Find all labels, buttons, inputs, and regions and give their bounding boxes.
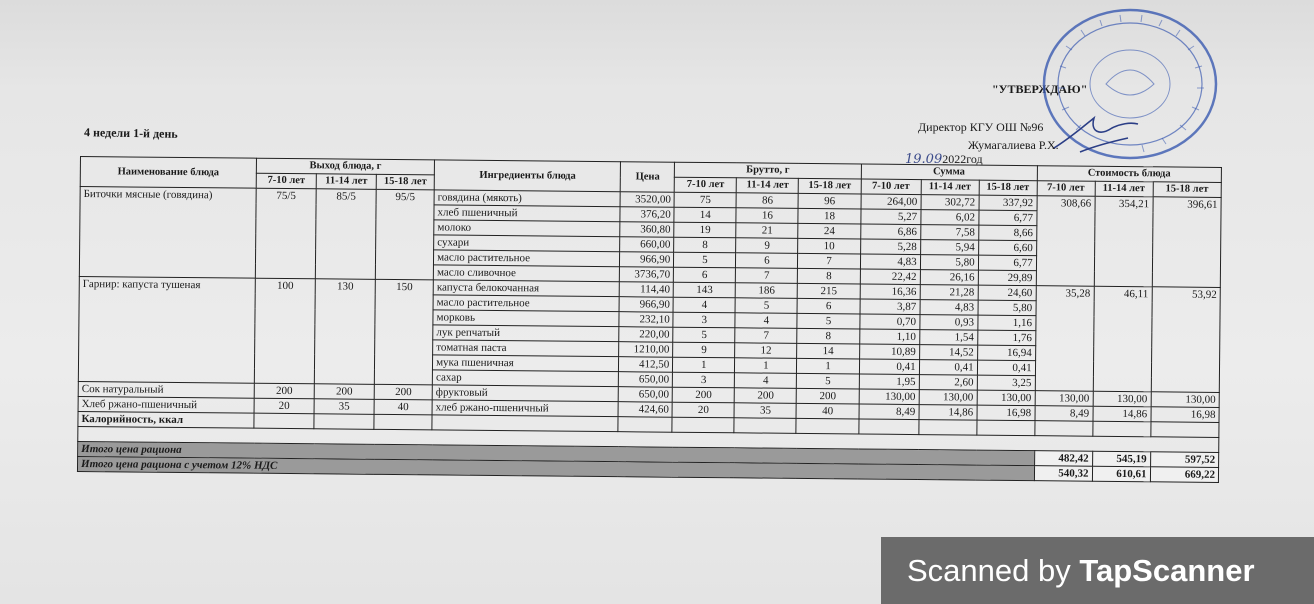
approve-heading: "УТВЕРЖДАЮ" (992, 82, 1088, 96)
ingredient-brutto: 16 (736, 208, 798, 224)
dish-cost: 53,92 (1151, 287, 1220, 393)
ingredient-brutto: 6 (736, 253, 798, 269)
ingredient-sum: 6,77 (978, 255, 1036, 271)
ingredient-sum: 1,95 (859, 374, 919, 390)
ingredient-sum: 29,89 (978, 270, 1036, 286)
ingredient-sum: 8,49 (859, 404, 919, 420)
ingredient-sum: 5,28 (860, 239, 920, 255)
ingredient-sum: 14,86 (919, 405, 977, 421)
total-label: Итого цена рациона (78, 441, 1035, 465)
dish-output: 95/5 (375, 189, 434, 280)
ingredient-brutto: 1 (673, 357, 735, 373)
dish-output: 100 (254, 278, 315, 384)
ingredient-brutto: 143 (673, 282, 735, 298)
ingredient-brutto: 4 (735, 313, 797, 329)
ingredient-sum: 3,87 (860, 299, 920, 315)
ingredient-sum: 3,25 (977, 375, 1035, 391)
age-header: 7-10 лет (674, 177, 736, 193)
ingredient-sum: 10,89 (859, 344, 919, 360)
ingredient-name: хлеб ржано-пшеничный (432, 400, 618, 417)
header-brutto: Брутто, г (675, 162, 861, 179)
ingredient-brutto: 200 (672, 387, 734, 403)
dish-output: 75/5 (255, 188, 316, 279)
ingredient-brutto: 4 (735, 373, 797, 389)
dish-name: Биточки мясные (говядина) (79, 187, 256, 279)
total-value: 610,61 (1092, 466, 1150, 482)
ingredient-brutto: 7 (798, 253, 860, 269)
dish-cost: 130,00 (1093, 391, 1151, 407)
age-header: 7-10 лет (861, 179, 921, 195)
dish-output: 200 (314, 384, 374, 400)
ingredient-sum: 6,60 (978, 240, 1036, 256)
ingredient-brutto: 9 (736, 238, 798, 254)
scanner-watermark (881, 537, 1314, 604)
ingredient-name: фруктовый (432, 385, 618, 402)
total-value: 540,32 (1034, 466, 1092, 482)
age-header: 11-14 лет (921, 180, 979, 196)
ingredient-name: сахар (432, 370, 618, 387)
total-value: 597,52 (1150, 452, 1219, 468)
header-sum: Сумма (861, 164, 1037, 181)
calories-label: Калорийность, ккал (78, 411, 254, 428)
signature-icon (1050, 108, 1140, 158)
dish-output: 130 (314, 279, 375, 385)
ingredient-sum: 22,42 (860, 269, 920, 285)
ingredient-sum: 1,76 (977, 330, 1035, 346)
ingredient-sum: 24,60 (978, 285, 1036, 301)
ingredient-price: 376,20 (620, 207, 674, 223)
ingredient-price: 966,90 (620, 252, 674, 268)
age-header: 15-18 лет (979, 180, 1037, 196)
ingredient-name: масло растительное (434, 250, 620, 267)
ingredient-brutto: 9 (673, 342, 735, 358)
dish-output: 20 (254, 398, 314, 414)
dish-cost: 35,28 (1035, 286, 1094, 392)
dish-cost: 14,86 (1093, 406, 1151, 422)
ingredient-brutto: 8 (798, 268, 860, 284)
age-header: 7-10 лет (1037, 181, 1095, 197)
ingredient-brutto: 8 (797, 328, 859, 344)
dish-cost: 308,66 (1036, 196, 1095, 287)
ingredient-name: сухари (434, 235, 620, 252)
ingredient-sum: 2,60 (919, 375, 977, 391)
age-header: 7-10 лет (256, 173, 316, 189)
ingredient-sum: 0,93 (920, 315, 978, 331)
dish-cost: 16,98 (1151, 407, 1220, 423)
watermark-prefix: Scanned by (907, 553, 1080, 588)
ingredient-brutto: 5 (673, 327, 735, 343)
ingredient-brutto: 35 (734, 403, 796, 419)
ingredient-brutto: 18 (798, 208, 860, 224)
dish-output: 200 (254, 383, 314, 399)
ingredient-price: 424,60 (618, 402, 672, 418)
ingredient-brutto: 5 (797, 373, 859, 389)
ingredient-brutto: 96 (799, 193, 861, 209)
ingredient-sum: 130,00 (977, 390, 1035, 406)
ingredient-price: 412,50 (619, 357, 673, 373)
ingredient-sum: 5,94 (920, 240, 978, 256)
ingredient-sum: 7,58 (920, 225, 978, 241)
ingredient-sum: 6,77 (978, 210, 1036, 226)
ingredient-sum: 6,02 (921, 210, 979, 226)
dish-cost: 130,00 (1035, 391, 1093, 407)
handwritten-date: 19.09 (905, 152, 943, 167)
dish-cost: 130,00 (1151, 392, 1220, 408)
menu-table (77, 156, 1222, 483)
ingredient-price: 114,40 (620, 282, 674, 298)
ingredient-sum: 302,72 (921, 195, 979, 211)
ingredient-brutto: 5 (674, 252, 736, 268)
ingredient-brutto: 7 (735, 328, 797, 344)
ingredient-brutto: 5 (797, 313, 859, 329)
header-output: Выход блюда, г (256, 158, 434, 175)
ingredient-sum: 21,28 (920, 285, 978, 301)
ingredient-sum: 5,80 (920, 255, 978, 271)
dish-output: 200 (374, 384, 432, 400)
watermark-brand: TapScanner (1079, 553, 1255, 588)
header-ingredients: Ингредиенты блюда (434, 160, 621, 192)
ingredient-price: 1210,00 (619, 342, 673, 358)
ingredient-brutto: 14 (674, 207, 736, 223)
age-header: 15-18 лет (1153, 182, 1222, 198)
ingredient-sum: 5,80 (978, 300, 1036, 316)
header-price: Цена (621, 162, 675, 193)
ingredient-brutto: 6 (798, 298, 860, 314)
ingredient-brutto: 186 (736, 283, 798, 299)
age-header: 11-14 лет (316, 174, 376, 190)
ingredient-sum: 1,10 (859, 329, 919, 345)
ingredient-sum: 0,41 (977, 360, 1035, 376)
ingredient-brutto: 24 (798, 223, 860, 239)
ingredient-price: 360,80 (620, 222, 674, 238)
ingredient-sum: 4,83 (920, 300, 978, 316)
ingredient-brutto: 12 (735, 343, 797, 359)
ingredient-name: масло сливочное (433, 265, 619, 282)
ingredient-sum: 8,66 (978, 225, 1036, 241)
ingredient-name: говядина (мякоть) (434, 190, 620, 207)
ingredient-sum: 0,70 (859, 314, 919, 330)
ingredient-brutto: 5 (735, 298, 797, 314)
ingredient-name: хлеб пшеничный (434, 205, 620, 222)
ingredient-price: 3520,00 (620, 192, 674, 208)
total-label: Итого цена рациона с учетом 12% НДС (77, 456, 1034, 480)
ingredient-price: 650,00 (619, 372, 673, 388)
director-name: Жумагалиева Р.Х. (968, 138, 1059, 152)
header-cost: Стоимость блюда (1037, 166, 1222, 183)
ingredient-sum: 6,86 (860, 224, 920, 240)
ingredient-name: капуста белокочанная (433, 280, 619, 297)
ingredient-brutto: 86 (736, 193, 798, 209)
week-day-title: 4 недели 1-й день (83, 125, 178, 141)
ingredient-sum: 16,94 (977, 345, 1035, 361)
age-header: 11-14 лет (1095, 181, 1153, 197)
ingredient-sum: 16,98 (977, 405, 1035, 421)
ingredient-brutto: 3 (673, 372, 735, 388)
ingredient-sum: 5,27 (860, 209, 920, 225)
ingredient-sum: 130,00 (919, 390, 977, 406)
ingredient-name: масло растительное (433, 295, 619, 312)
ingredient-brutto: 3 (673, 312, 735, 328)
ingredient-brutto: 7 (736, 268, 798, 284)
dish-cost: 46,11 (1093, 286, 1152, 392)
ingredient-sum: 16,36 (860, 284, 920, 300)
total-value: 669,22 (1150, 467, 1219, 483)
ingredient-price: 660,00 (620, 237, 674, 253)
date-year: 2022год (942, 152, 983, 166)
dish-output: 85/5 (315, 189, 376, 280)
ingredient-sum: 4,83 (860, 254, 920, 270)
ingredient-sum: 337,92 (979, 195, 1037, 211)
ingredient-brutto: 200 (735, 388, 797, 404)
ingredient-price: 3736,70 (620, 267, 674, 283)
dish-output: 150 (374, 279, 433, 385)
ingredient-brutto: 14 (797, 343, 859, 359)
ingredient-brutto: 200 (797, 388, 859, 404)
ingredient-brutto: 75 (674, 192, 736, 208)
age-header: 15-18 лет (376, 174, 434, 190)
ingredient-name: мука пшеничная (433, 355, 619, 372)
ingredient-brutto: 40 (796, 403, 858, 419)
ingredient-brutto: 21 (736, 223, 798, 239)
menu-table-body (78, 187, 1221, 423)
ingredient-name: лук репчатый (433, 325, 619, 342)
ingredient-brutto: 20 (672, 402, 734, 418)
ingredient-sum: 26,16 (920, 270, 978, 286)
ingredient-price: 966,90 (619, 297, 673, 313)
ingredient-brutto: 215 (798, 283, 860, 299)
ingredient-name: молоко (434, 220, 620, 237)
ingredient-sum: 264,00 (861, 194, 921, 210)
ingredient-sum: 1,54 (919, 330, 977, 346)
dish-output: 35 (314, 399, 374, 415)
ingredient-sum: 0,41 (919, 360, 977, 376)
dish-name: Хлеб ржано-пшеничный (78, 396, 254, 413)
age-header: 11-14 лет (737, 178, 799, 194)
ingredient-brutto: 1 (797, 358, 859, 374)
ingredient-name: морковь (433, 310, 619, 327)
ingredient-name: томатная паста (433, 340, 619, 357)
ingredient-price: 650,00 (619, 387, 673, 403)
dish-name: Гарнир: капуста тушеная (78, 276, 255, 383)
ingredient-sum: 130,00 (859, 389, 919, 405)
ingredient-price: 232,10 (619, 312, 673, 328)
age-header: 15-18 лет (799, 178, 861, 194)
ingredient-brutto: 19 (674, 222, 736, 238)
total-value: 545,19 (1092, 451, 1150, 467)
ingredient-brutto: 1 (735, 358, 797, 374)
ingredient-brutto: 6 (674, 267, 736, 283)
ingredient-brutto: 10 (798, 238, 860, 254)
dish-cost: 8,49 (1035, 406, 1093, 422)
dish-output: 40 (374, 399, 432, 415)
dish-name: Сок натуральный (78, 381, 254, 398)
ingredient-brutto: 4 (673, 297, 735, 313)
ingredient-price: 220,00 (619, 327, 673, 343)
ingredient-sum: 14,52 (919, 345, 977, 361)
total-value: 482,42 (1034, 451, 1092, 467)
director-title: Директор КГУ ОШ №96 (918, 120, 1044, 134)
dish-cost: 396,61 (1152, 197, 1221, 288)
ingredient-sum: 1,16 (977, 315, 1035, 331)
ingredient-sum: 0,41 (859, 359, 919, 375)
ingredient-brutto: 8 (674, 237, 736, 253)
header-dish: Наименование блюда (80, 157, 256, 189)
dish-cost: 354,21 (1094, 196, 1153, 287)
